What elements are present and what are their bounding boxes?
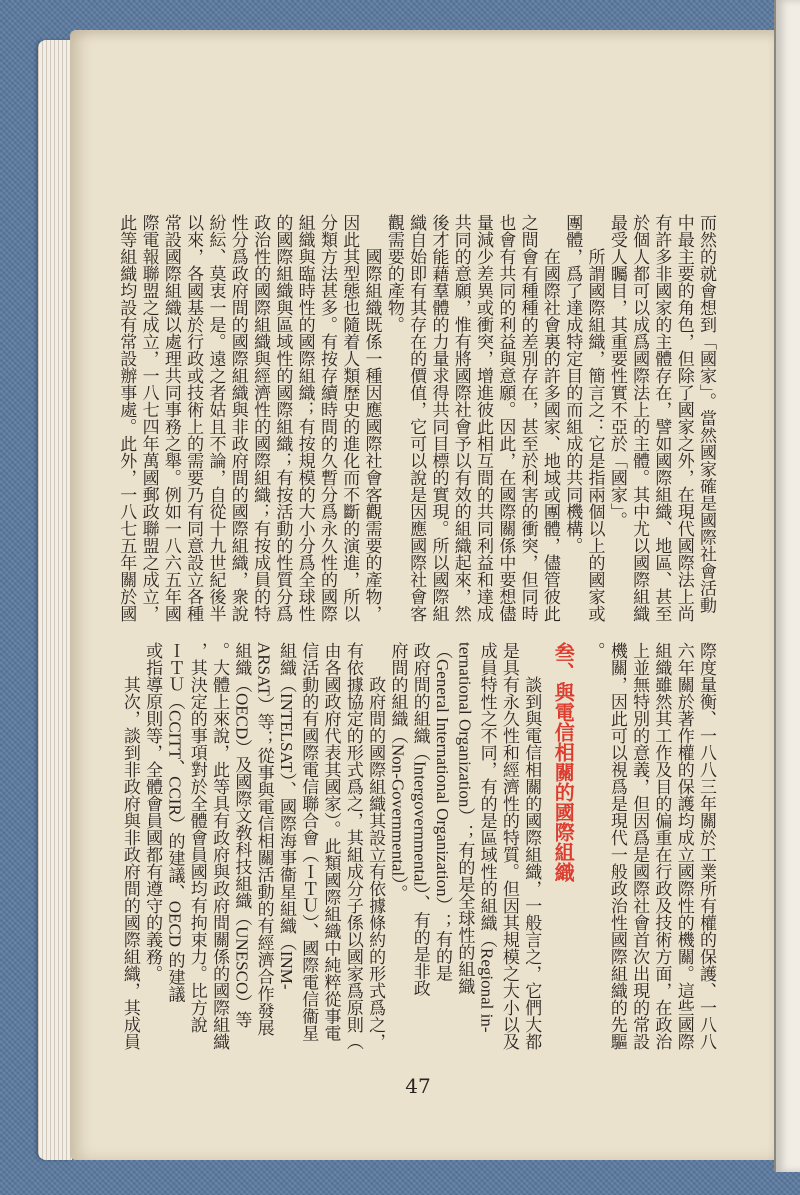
text-column: 政治性的國際組織與經濟性的國際組織；有按成員的特 [251, 214, 271, 622]
text-column: ，其決定的事項對於全體會員國均有拘束力。比方說 [187, 642, 207, 1033]
text-column: 也會有共同的利益與意願。因此，在國際關係中要想儘 [496, 214, 516, 622]
text-column: 際度量衡、一八八三年關於工業所有權的保護、一八八 [697, 642, 716, 1050]
text-column: 府間的組織（Non-Governmental）。 [388, 642, 408, 902]
text-column: 性分爲政府間的國際組織與非政府間的國際組織，衆說 [228, 214, 248, 622]
next-page-edge [774, 0, 800, 1172]
text-column: 觀需要的產物。 [384, 214, 404, 333]
text-column: 量減少差異或衝突，增進彼此相互間的共同利益和達成 [474, 214, 494, 622]
text-column: 政府間的國際組織其設立有依據條約的形式爲之， [366, 676, 386, 1050]
text-column: 談到與電信相關的國際組織，一般言之，它們大都 [522, 676, 542, 1050]
text-column: 上並無特別的意義，但因爲是國際社會首次出現的常設 [630, 642, 650, 1050]
text-column: （General International Organization）；有的是 [433, 642, 453, 982]
text-column: 其次，談到非政府與非政府間的國際組織，其成員 [120, 676, 140, 1050]
page-stack-edge [38, 40, 72, 1160]
text-column: 於個人都可以成爲國際法上的主體。其中尤以國際組織 [630, 214, 650, 622]
text-column: 六年關於著作權的保護均成立國際性的機關。這些國際 [674, 642, 694, 1050]
text-column: 團體，爲了達成特定目的而組成的共同機構。 [563, 214, 583, 554]
text-column: 機關，因此可以視爲是現代一般政治性國際組織的先驅 [607, 642, 627, 1050]
text-column: 分類方法甚多。有按存續時間的久暫分爲永久性的國際 [317, 214, 337, 622]
text-column: 組織與臨時性的國際組織；有按規模的大小分爲全球性 [295, 214, 315, 622]
text-column: 中最主要的角色，但除了國家之外，在現代國際法上尚 [674, 214, 694, 622]
text-column: 國際組織既係一種因應國際社會客觀需要的產物， [362, 248, 382, 622]
text-column: 而然的就會想到「國家」。當然國家確是國際社會活動 [697, 214, 716, 614]
text-column: 此等組織均設有常設辦事處。此外，一八七五年關於國 [117, 214, 137, 622]
text-column: 因此其型態也隨着人類歷史的進化而不斷的演進，所以 [340, 214, 360, 622]
text-column: 成員特性之不同，有的是區域性的組織（Regional in- [477, 642, 497, 1033]
text-column: ＩＴＵ（CCITT、CCIR）的建議、OECD 的建議 [165, 642, 185, 1003]
text-column: 以來，各國基於行政或技術上的需要乃有同意設立各種 [184, 214, 204, 622]
text-column: 。 [585, 642, 605, 659]
text-column: 或指導原則等，全體會員國都有遵守的義務。 [143, 642, 163, 982]
text-column: 所謂國際組織，簡言之：它是指兩個以上的國家或 [585, 248, 605, 622]
text-column: 常設國際組織以處理共同事務之舉。例如一八六五年國 [161, 214, 181, 622]
text-column: 信活動的有國際電信聯合會（ＩＴＵ）、國際電信衞星 [299, 642, 319, 1042]
text-column: 組織（INTELSAT）、國際海事衞星組織（INM- [276, 642, 296, 990]
lower-text-block [110, 642, 717, 1062]
section-heading: 叁、與電信相關的國際組織 [551, 642, 576, 882]
text-column: 組織（OECD）及國際文敎科技組織（UNESCO）等 [232, 642, 252, 1029]
text-column: ARSAT）等；從事與電信相關活動的有經濟合作發展 [254, 642, 274, 1036]
text-column: ternational Organization）；有的是全球性的組織 [455, 642, 475, 995]
text-column: 在國際社會裏的許多國家、地域或團體，儘管彼此 [540, 248, 560, 622]
text-column: 紛紜、莫衷一是。遠之者姑且不論，自從十九世紀後半 [206, 214, 226, 622]
text-column: 際電報聯盟之成立，一八七四年萬國郵政聯盟之成立， [139, 214, 159, 622]
upper-text-block [110, 214, 717, 634]
text-column: 組織雖然其工作及目的偏重在行政及技術方面，在政治 [652, 642, 672, 1050]
text-column: 共同的意願，惟有將國際社會予以有效的組織起來，然 [451, 214, 471, 622]
text-column: 最受人矚目，其重要性實不亞於「國家」。 [607, 214, 627, 529]
text-column: 有許多非國家的主體存在，譬如國際組織、地區、甚至 [652, 214, 672, 622]
text-column: 政府間的組織（Intergovernmental）、有的是非政 [410, 642, 430, 997]
text-column: 是具有永久性和經濟性的特質。但因其規模之大小以及 [499, 642, 519, 1050]
text-column: 後才能藉羣體的力量求得共同目標的實現。所以國際組 [429, 214, 449, 622]
text-column: 之間會有種種的差別存在，甚至於利害的衝突，但同時 [518, 214, 538, 622]
text-column: 。大體上來說，此等具有政府與政府間關係的國際組織 [210, 642, 230, 1050]
page-number: 47 [405, 1074, 431, 1098]
text-column: 由各國政府代表其國家）。此類國際組織中純粹從事電 [321, 642, 341, 1042]
text-column: 有依據協定的形式爲之，其組成分子係以國家爲原則（ [343, 642, 363, 1050]
text-column: 的國際組織與區域性的國際組織；有按活動的性質分爲 [273, 214, 293, 622]
text-column: 織自始即有其存在的價值，它可以說是因應國際社會客 [407, 214, 427, 622]
